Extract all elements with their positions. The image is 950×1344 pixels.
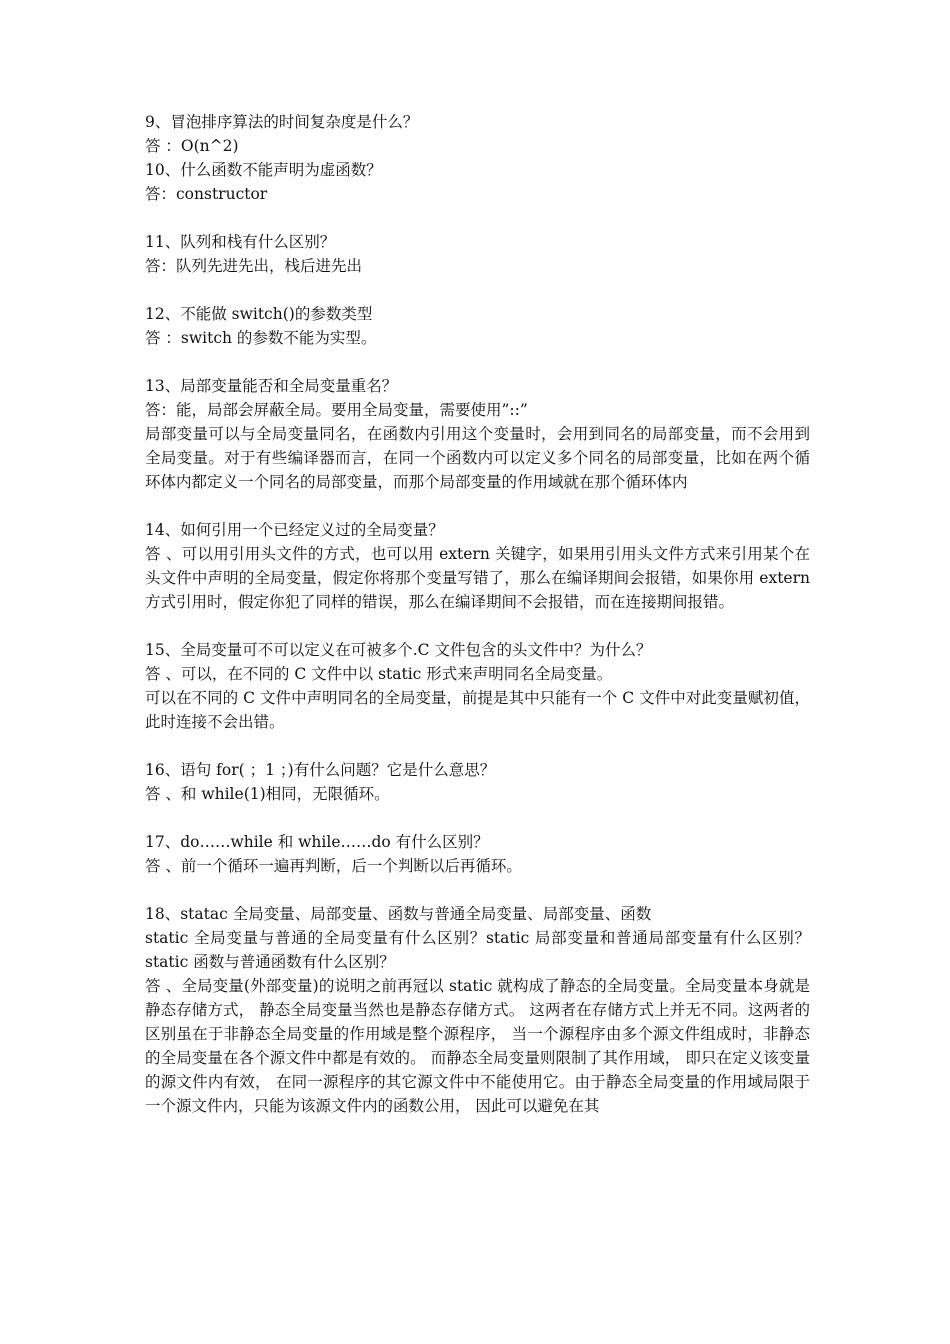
answer-15-detail: 可以在不同的 C 文件中声明同名的全局变量，前提是其中只能有一个 C 文件中对此变量赋初值，此时连接不会出错。	[145, 689, 810, 731]
question-10: 10、什么函数不能声明为虚函数？	[145, 161, 382, 179]
question-17: 17、do……while 和 while……do 有什么区别？	[145, 833, 489, 851]
question-15: 15、全局变量可不可以定义在可被多个.C 文件包含的头文件中？为什么？	[145, 641, 652, 659]
answer-16: 答 、和 while(1)相同，无限循环。	[145, 785, 390, 803]
spacer	[145, 350, 810, 374]
answer-11: 答：队列先进先出，栈后进先出	[145, 257, 363, 275]
document-body	[145, 110, 810, 1118]
spacer	[145, 878, 810, 902]
spacer	[145, 806, 810, 830]
question-9: 9、冒泡排序算法的时间复杂度是什么？	[145, 113, 419, 131]
answer-14: 答 、可以用引用头文件的方式，也可以用 extern 关键字，如果用引用头文件方式来引用某个在头文件中声明的全局变量，假定你将那个变量写错了，那么在编译期间会报错，如果你用 extern 方式引用时，假定你犯了同样的错误，那么在编译期间不会报错，而在连接期间报错。	[145, 545, 810, 611]
question-12: 12、不能做 switch()的参数类型	[145, 305, 373, 323]
question-11: 11、队列和栈有什么区别？	[145, 233, 336, 251]
spacer	[145, 278, 810, 302]
answer-13-detail: 局部变量可以与全局变量同名，在函数内引用这个变量时，会用到同名的局部变量，而不会用到全局变量。对于有些编译器而言，在同一个函数内可以定义多个同名的局部变量，比如在两个循环体内都定义一个同名的局部变量，而那个局部变量的作用域就在那个循环体内	[145, 425, 810, 491]
spacer	[145, 206, 810, 230]
answer-9: 答 ：O(n^2)	[145, 137, 239, 155]
answer-17: 答 、前一个循环一遍再判断，后一个判断以后再循环。	[145, 857, 522, 875]
answer-15: 答 、可以，在不同的 C 文件中以 static 形式来声明同名全局变量。	[145, 665, 613, 683]
answer-10: 答：constructor	[145, 185, 268, 203]
question-14: 14、如何引用一个已经定义过的全局变量？	[145, 521, 444, 539]
spacer	[145, 734, 810, 758]
question-13: 13、局部变量能否和全局变量重名？	[145, 377, 398, 395]
answer-13: 答：能，局部会屏蔽全局。要用全局变量，需要使用”::”	[145, 401, 528, 419]
answer-12: 答 ：switch 的参数不能为实型。	[145, 329, 377, 347]
answer-18: 答 、全局变量(外部变量)的说明之前再冠以 static 就构成了静态的全局变量。全局变量本身就是静态存储方式， 静态全局变量当然也是静态存储方式。 这两者在存储方式上并无不同。这两者的区别虽在于非静态全局变量的作用域是整个源程序， 当一个源程序由多个源文件组成时，非静态的全局变量在各个源文件中都是有效的。 而静态全局变量则限制了其作用域， 即只在定义该变量的源文件内有效， 在同一源程序的其它源文件中不能使用它。由于静态全局变量的作用域局限于一个源文件内，只能为该源文件内的函数公用， 因此可以避免在其	[145, 977, 810, 1115]
spacer	[145, 614, 810, 638]
spacer	[145, 494, 810, 518]
question-18: 18、statac 全局变量、局部变量、函数与普通全局变量、局部变量、函数	[145, 905, 652, 923]
question-16: 16、语句 for( ；1 ；)有什么问题？它是什么意思？	[145, 761, 496, 779]
question-18-detail: static 全局变量与普通的全局变量有什么区别？static 局部变量和普通局部变量有什么区别？static 函数与普通函数有什么区别？	[145, 929, 810, 971]
